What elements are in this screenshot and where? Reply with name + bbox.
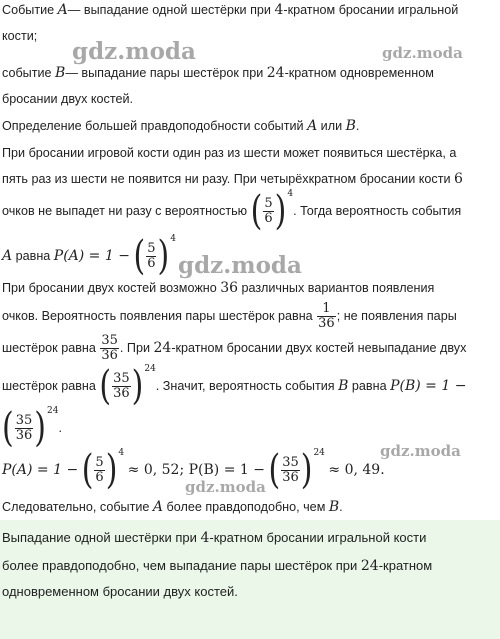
text: кости; xyxy=(2,29,38,43)
text: -кратном xyxy=(378,558,433,573)
math-expr: ≈ 0, 49. xyxy=(328,462,385,478)
text: . Значит, вероятность события xyxy=(155,379,339,393)
watermark: gdz.moda xyxy=(382,44,463,62)
fraction-5-6 xyxy=(94,456,104,485)
numerator: 35 xyxy=(101,333,118,349)
line-6 xyxy=(2,145,456,161)
line-9 xyxy=(2,232,176,280)
line-definition xyxy=(2,118,359,134)
paren-right: ) xyxy=(274,187,287,235)
paren-left: ( xyxy=(2,404,14,452)
line-10 xyxy=(2,280,434,296)
numerator: 5 xyxy=(147,241,156,257)
text: ; не появления пары xyxy=(336,309,457,323)
exponent: 24 xyxy=(144,363,156,374)
text: При бросании двух костей возможно xyxy=(2,281,221,295)
numerator: 35 xyxy=(113,371,130,387)
line-16 xyxy=(2,499,343,515)
exponent: 4 xyxy=(118,447,125,458)
denominator: 6 xyxy=(95,470,104,486)
denominator: 6 xyxy=(264,211,273,227)
math-var: B xyxy=(55,65,66,81)
watermark: gdz.moda xyxy=(72,38,196,65)
math-var: A xyxy=(57,2,68,18)
paren-right: ) xyxy=(157,232,170,280)
line-event-a xyxy=(2,2,458,18)
line-14 xyxy=(2,406,62,451)
text: -кратном бросании двух костей невыпадание двух xyxy=(171,341,467,355)
paren-left: ( xyxy=(81,446,94,494)
line-8 xyxy=(2,187,462,235)
text: пять раз из шести не появится ни разу. При четырёхкратном бросании кости xyxy=(2,172,454,186)
text: Определение большей правдоподобности событий xyxy=(2,119,308,133)
text: более правдоподобно, чем выпадание пары шестёрок при xyxy=(2,558,361,573)
text: . При xyxy=(119,341,154,355)
text: очков не выпадет ни разу с вероятностью xyxy=(2,204,251,218)
math-power xyxy=(133,232,176,280)
text: Выпадание одной шестёрки при xyxy=(2,530,201,545)
math-var: B xyxy=(345,118,356,134)
math-power xyxy=(2,404,59,452)
paren-right: ) xyxy=(34,404,46,452)
exponent: 4 xyxy=(287,188,294,199)
fraction-5-6 xyxy=(146,242,156,271)
numerator: 1 xyxy=(322,301,331,317)
paren-right: ) xyxy=(131,362,144,410)
math-expr: P(A) = 1 − xyxy=(2,462,79,478)
text: -кратном бросании игральной xyxy=(283,3,459,17)
math-num: 24 xyxy=(153,340,172,356)
fraction-35-36 xyxy=(100,334,119,363)
math-num: 4 xyxy=(274,2,284,18)
watermark: gdz.moda xyxy=(185,478,266,496)
watermark: gdz.moda xyxy=(380,442,461,460)
denominator: 6 xyxy=(147,256,156,272)
fraction-5-6 xyxy=(263,197,273,226)
line-4 xyxy=(2,91,133,107)
text: . xyxy=(339,500,343,514)
denominator: 36 xyxy=(15,428,33,444)
paren-right: ) xyxy=(300,446,313,494)
text: шестёрок равна xyxy=(2,341,100,355)
text: -кратном одновременном xyxy=(284,66,434,80)
paren-left: ( xyxy=(268,446,281,494)
text: Событие xyxy=(2,3,58,17)
answer-box xyxy=(0,520,500,639)
watermark: gdz.moda xyxy=(178,252,302,279)
text: -кратном бросании игральной кости xyxy=(209,530,427,545)
text: равна xyxy=(348,379,391,393)
math-num: 6 xyxy=(454,171,463,187)
fraction-35-36 xyxy=(15,414,34,443)
math-num: 36 xyxy=(220,280,239,296)
math-power xyxy=(81,446,125,494)
numerator: 35 xyxy=(15,413,33,429)
text: При бросании игровой кости один раз из шести может появиться шестёрка, а xyxy=(2,146,457,160)
text: . xyxy=(355,119,360,133)
math-var: A xyxy=(307,118,318,134)
text: равна xyxy=(12,249,54,263)
math-var: B xyxy=(328,499,340,515)
math-var: A xyxy=(152,499,164,515)
text: более правдоподобно, чем xyxy=(163,500,329,514)
text: одновременном бросании двух костей. xyxy=(2,584,238,599)
exponent: 24 xyxy=(46,405,59,416)
math-var: A xyxy=(2,248,13,264)
math-var: B xyxy=(338,378,349,394)
text: событие xyxy=(2,66,56,80)
math-expr: P(A) = 1 − xyxy=(53,248,130,264)
exponent: 24 xyxy=(313,447,325,458)
math-num: 24 xyxy=(360,558,379,574)
text: Следовательно, событие xyxy=(2,500,153,514)
text: — выпадание одной шестёрки при xyxy=(67,3,275,17)
text: бросании двух костей. xyxy=(2,92,134,106)
numerator: 5 xyxy=(95,455,104,471)
exponent: 4 xyxy=(170,233,176,244)
math-expr: ≈ 0, 52; P(B) = 1 − xyxy=(127,462,265,478)
math-num: 24 xyxy=(266,65,285,81)
answer-line-2 xyxy=(2,558,432,574)
answer-line-1 xyxy=(2,530,426,546)
line-12 xyxy=(2,328,466,368)
math-num: 4 xyxy=(200,530,210,546)
fraction-35-36 xyxy=(112,372,131,401)
text: шестёрок равна xyxy=(2,379,100,393)
paren-left: ( xyxy=(99,362,112,410)
math-power xyxy=(99,362,156,410)
paren-left: ( xyxy=(133,232,146,280)
answer-line-3 xyxy=(2,584,238,600)
paren-right: ) xyxy=(105,446,118,494)
text: или xyxy=(317,119,346,133)
line-event-b xyxy=(2,65,434,81)
numerator: 35 xyxy=(282,455,299,471)
denominator: 36 xyxy=(113,386,130,402)
denominator: 36 xyxy=(282,470,299,486)
denominator: 36 xyxy=(318,316,335,332)
denominator: 36 xyxy=(101,348,118,364)
line-2 xyxy=(2,28,37,44)
text: различных вариантов появления xyxy=(238,281,435,295)
paren-left: ( xyxy=(250,187,263,235)
numerator: 5 xyxy=(264,196,273,212)
fraction-1-36 xyxy=(317,302,336,331)
text: очков. Вероятность появления пары шестёрок равна xyxy=(2,309,317,323)
math-expr: P(B) = 1 − xyxy=(390,378,467,394)
text: — выпадание пары шестёрок при xyxy=(65,66,267,80)
math-power xyxy=(268,446,325,494)
fraction-35-36 xyxy=(281,456,300,485)
line-13 xyxy=(2,364,466,409)
text: . xyxy=(58,421,62,435)
math-power xyxy=(250,187,294,235)
text: . Тогда вероятность события xyxy=(293,204,462,218)
line-7 xyxy=(2,171,463,187)
